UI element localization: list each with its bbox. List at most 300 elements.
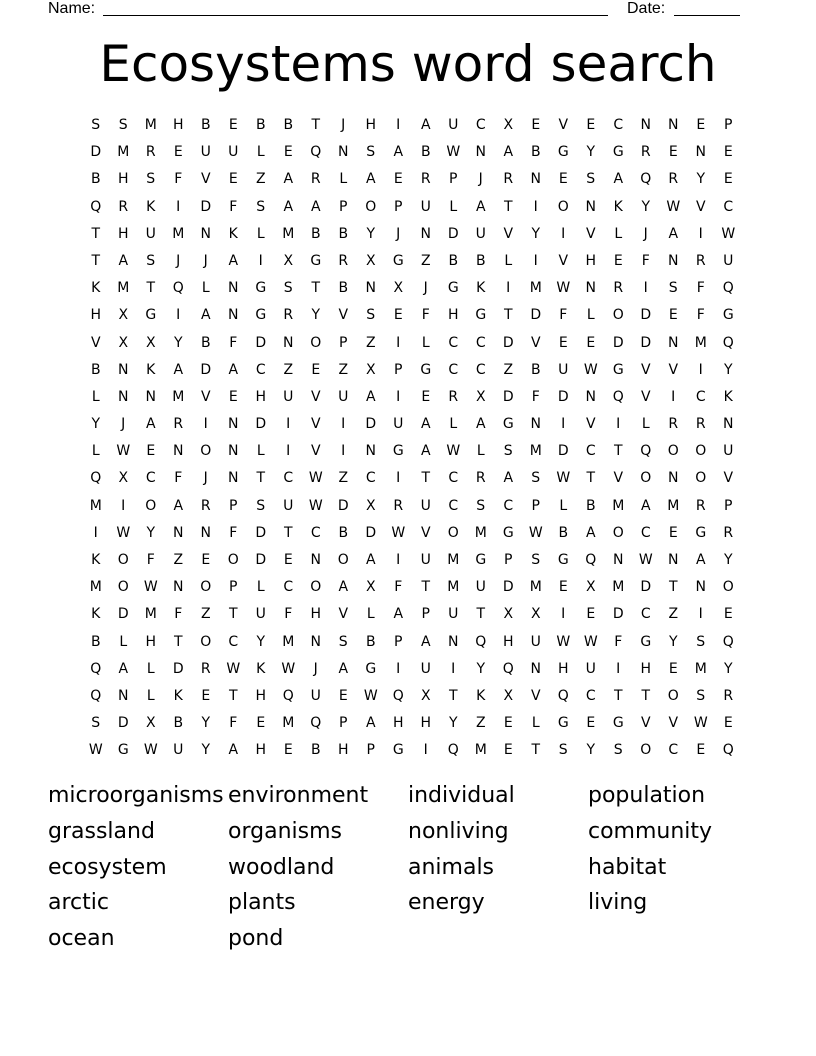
grid-letter[interactable]: N xyxy=(668,334,679,351)
grid-letter[interactable]: W xyxy=(638,552,653,568)
grid-letter[interactable]: L xyxy=(146,687,155,704)
grid-letter[interactable]: U xyxy=(723,443,734,460)
grid-letter[interactable]: V xyxy=(530,334,541,351)
grid-letter[interactable]: B xyxy=(585,497,596,514)
grid-letter[interactable]: W xyxy=(226,660,241,677)
grid-letter[interactable]: E xyxy=(393,307,403,324)
grid-letter[interactable]: D xyxy=(502,388,514,405)
grid-letter[interactable]: N xyxy=(228,470,239,487)
grid-letter[interactable]: N xyxy=(310,633,321,650)
grid-letter[interactable]: E xyxy=(228,171,238,188)
grid-letter[interactable]: A xyxy=(338,660,349,677)
grid-letter[interactable]: H xyxy=(447,307,459,324)
grid-letter[interactable]: E xyxy=(723,171,733,188)
grid-letter[interactable]: U xyxy=(338,388,349,405)
grid-letter[interactable]: E xyxy=(586,606,596,623)
grid-letter[interactable]: Z xyxy=(475,715,486,732)
grid-letter[interactable]: G xyxy=(612,144,624,161)
grid-letter[interactable]: K xyxy=(256,660,266,677)
grid-letter[interactable]: R xyxy=(640,144,651,161)
grid-letter[interactable]: K xyxy=(613,198,623,215)
grid-letter[interactable]: H xyxy=(310,606,322,623)
grid-letter[interactable]: P xyxy=(366,742,375,759)
grid-letter[interactable]: Z xyxy=(173,552,184,568)
grid-letter[interactable]: N xyxy=(640,117,651,133)
grid-letter[interactable]: N xyxy=(613,552,624,568)
grid-letter[interactable]: S xyxy=(531,470,541,487)
grid-letter[interactable]: L xyxy=(91,388,100,405)
grid-letter[interactable]: G xyxy=(392,252,404,269)
grid-letter[interactable]: I xyxy=(286,443,291,460)
grid-letter[interactable]: A xyxy=(475,198,486,215)
grid-letter[interactable]: P xyxy=(339,198,348,215)
grid-letter[interactable]: T xyxy=(421,470,431,487)
grid-letter[interactable]: H xyxy=(337,742,349,759)
grid-letter[interactable]: U xyxy=(228,144,239,161)
grid-letter[interactable]: X xyxy=(503,606,514,623)
grid-letter[interactable]: F xyxy=(559,307,568,324)
grid-letter[interactable]: E xyxy=(393,171,403,188)
grid-letter[interactable]: H xyxy=(255,687,267,704)
grid-letter[interactable]: R xyxy=(503,171,514,188)
grid-letter[interactable]: A xyxy=(200,307,211,324)
grid-letter[interactable]: D xyxy=(502,334,514,351)
grid-letter[interactable]: S xyxy=(586,171,596,188)
grid-letter[interactable]: J xyxy=(341,117,346,133)
grid-letter[interactable]: A xyxy=(283,171,294,188)
grid-letter[interactable]: S xyxy=(366,144,376,161)
grid-letter[interactable]: J xyxy=(643,225,648,242)
grid-letter[interactable]: O xyxy=(310,579,322,596)
grid-letter[interactable]: A xyxy=(118,660,129,677)
grid-letter[interactable]: A xyxy=(420,443,431,460)
grid-letter[interactable]: I xyxy=(561,416,566,433)
grid-letter[interactable]: Y xyxy=(256,633,266,650)
grid-letter[interactable]: H xyxy=(90,307,102,324)
grid-letter[interactable]: V xyxy=(668,715,679,732)
grid-letter[interactable]: A xyxy=(393,606,404,623)
grid-letter[interactable]: V xyxy=(200,171,211,188)
grid-letter[interactable]: R xyxy=(475,470,486,487)
grid-letter[interactable]: F xyxy=(696,280,705,297)
grid-letter[interactable]: Y xyxy=(586,742,596,759)
grid-letter[interactable]: E xyxy=(311,361,321,378)
grid-letter[interactable]: N xyxy=(530,171,541,188)
grid-letter[interactable]: M xyxy=(447,579,460,596)
grid-letter[interactable]: V xyxy=(640,715,651,732)
grid-letter[interactable]: X xyxy=(118,334,129,351)
grid-letter[interactable]: T xyxy=(613,687,623,704)
grid-letter[interactable]: L xyxy=(146,660,155,677)
grid-letter[interactable]: S xyxy=(91,117,101,133)
grid-letter[interactable]: P xyxy=(339,715,348,732)
grid-letter[interactable]: E xyxy=(668,660,678,677)
grid-letter[interactable]: B xyxy=(475,252,486,269)
grid-letter[interactable]: Q xyxy=(640,443,652,460)
grid-letter[interactable]: A xyxy=(365,388,376,405)
grid-letter[interactable]: P xyxy=(504,552,513,568)
grid-letter[interactable]: V xyxy=(558,252,569,269)
grid-letter[interactable]: F xyxy=(146,552,155,568)
grid-letter[interactable]: V xyxy=(585,225,596,242)
grid-letter[interactable]: G xyxy=(557,715,569,732)
grid-letter[interactable]: E xyxy=(696,117,706,133)
grid-letter[interactable]: U xyxy=(475,225,486,242)
grid-letter[interactable]: H xyxy=(255,742,267,759)
grid-letter[interactable]: S xyxy=(256,497,266,514)
grid-letter[interactable]: L xyxy=(366,606,375,623)
grid-letter[interactable]: K xyxy=(91,280,101,297)
grid-letter[interactable]: Q xyxy=(722,742,734,759)
grid-letter[interactable]: M xyxy=(529,443,542,460)
grid-letter[interactable]: R xyxy=(613,280,624,297)
grid-letter[interactable]: J xyxy=(396,225,401,242)
grid-letter[interactable]: Q xyxy=(640,171,652,188)
grid-letter[interactable]: K xyxy=(476,687,486,704)
grid-letter[interactable]: Y xyxy=(531,225,541,242)
grid-letter[interactable]: D xyxy=(117,606,129,623)
grid-letter[interactable]: M xyxy=(282,715,295,732)
grid-letter[interactable]: A xyxy=(228,742,239,759)
grid-letter[interactable]: H xyxy=(557,660,569,677)
grid-letter[interactable]: M xyxy=(474,742,487,759)
grid-letter[interactable]: T xyxy=(531,742,541,759)
grid-letter[interactable]: X xyxy=(145,715,156,732)
grid-letter[interactable]: A xyxy=(503,144,514,161)
grid-letter[interactable]: X xyxy=(475,388,486,405)
grid-letter[interactable]: O xyxy=(200,443,212,460)
grid-letter[interactable]: A xyxy=(338,579,349,596)
grid-letter[interactable]: E xyxy=(503,715,513,732)
grid-letter[interactable]: U xyxy=(585,660,596,677)
grid-letter[interactable]: A xyxy=(365,715,376,732)
grid-letter[interactable]: X xyxy=(393,280,404,297)
grid-letter[interactable]: L xyxy=(449,416,458,433)
grid-letter[interactable]: D xyxy=(640,334,652,351)
grid-letter[interactable]: G xyxy=(420,361,432,378)
grid-letter[interactable]: B xyxy=(90,171,101,188)
grid-letter[interactable]: I xyxy=(561,606,566,623)
grid-letter[interactable]: N xyxy=(585,198,596,215)
grid-letter[interactable]: Q xyxy=(310,144,322,161)
grid-letter[interactable]: E xyxy=(228,117,238,133)
grid-letter[interactable]: Z xyxy=(255,171,266,188)
grid-letter[interactable]: S xyxy=(613,742,623,759)
grid-letter[interactable]: V xyxy=(668,361,679,378)
grid-letter[interactable]: O xyxy=(695,443,707,460)
grid-letter[interactable]: X xyxy=(365,579,376,596)
grid-letter[interactable]: W xyxy=(666,198,681,215)
grid-letter[interactable]: T xyxy=(228,606,238,623)
grid-letter[interactable]: D xyxy=(365,416,377,433)
grid-letter[interactable]: H xyxy=(420,715,432,732)
grid-letter[interactable]: A xyxy=(228,361,239,378)
grid-letter[interactable]: B xyxy=(200,117,211,133)
grid-letter[interactable]: S xyxy=(503,443,513,460)
grid-letter[interactable]: L xyxy=(559,497,568,514)
grid-letter[interactable]: C xyxy=(283,470,294,487)
grid-letter[interactable]: N xyxy=(585,280,596,297)
grid-letter[interactable]: M xyxy=(172,225,185,242)
grid-letter[interactable]: I xyxy=(396,388,401,405)
grid-letter[interactable]: T xyxy=(173,633,183,650)
grid-letter[interactable]: H xyxy=(392,715,404,732)
grid-letter[interactable]: S xyxy=(366,307,376,324)
grid-letter[interactable]: M xyxy=(117,280,130,297)
grid-letter[interactable]: C xyxy=(585,443,596,460)
grid-letter[interactable]: B xyxy=(365,633,376,650)
grid-letter[interactable]: C xyxy=(475,117,486,133)
grid-letter[interactable]: P xyxy=(339,334,348,351)
grid-letter[interactable]: C xyxy=(448,361,459,378)
grid-letter[interactable]: G xyxy=(365,660,377,677)
grid-letter[interactable]: D xyxy=(200,198,212,215)
grid-letter[interactable]: U xyxy=(448,117,459,133)
grid-letter[interactable]: N xyxy=(585,388,596,405)
grid-letter[interactable]: Q xyxy=(502,660,514,677)
grid-letter[interactable]: N xyxy=(200,524,211,541)
grid-letter[interactable]: I xyxy=(451,660,456,677)
grid-letter[interactable]: N xyxy=(668,470,679,487)
grid-letter[interactable]: I xyxy=(533,252,538,269)
grid-letter[interactable]: N xyxy=(420,225,431,242)
grid-letter[interactable]: K xyxy=(723,388,733,405)
grid-letter[interactable]: Y xyxy=(476,660,486,677)
grid-letter[interactable]: O xyxy=(200,579,212,596)
grid-letter[interactable]: T xyxy=(448,687,458,704)
grid-letter[interactable]: F xyxy=(174,171,183,188)
grid-letter[interactable]: E xyxy=(696,742,706,759)
grid-letter[interactable]: A xyxy=(668,225,679,242)
grid-letter[interactable]: D xyxy=(255,552,267,568)
grid-letter[interactable]: S xyxy=(256,198,266,215)
grid-letter[interactable]: O xyxy=(667,443,679,460)
grid-letter[interactable]: M xyxy=(117,144,130,161)
grid-letter[interactable]: S xyxy=(696,633,706,650)
grid-letter[interactable]: G xyxy=(640,633,652,650)
grid-letter[interactable]: Q xyxy=(90,198,102,215)
grid-letter[interactable]: S xyxy=(558,742,568,759)
grid-letter[interactable]: C xyxy=(448,470,459,487)
grid-letter[interactable]: C xyxy=(640,606,651,623)
grid-letter[interactable]: E xyxy=(586,715,596,732)
grid-letter[interactable]: N xyxy=(448,633,459,650)
grid-letter[interactable]: L xyxy=(531,715,540,732)
grid-letter[interactable]: B xyxy=(338,280,349,297)
grid-letter[interactable]: U xyxy=(283,388,294,405)
grid-letter[interactable]: T xyxy=(311,280,321,297)
grid-letter[interactable]: L xyxy=(476,443,485,460)
grid-letter[interactable]: U xyxy=(283,497,294,514)
grid-letter[interactable]: U xyxy=(200,144,211,161)
grid-letter[interactable]: Z xyxy=(365,334,376,351)
grid-letter[interactable]: B xyxy=(200,334,211,351)
grid-letter[interactable]: P xyxy=(421,606,430,623)
grid-letter[interactable]: N xyxy=(338,144,349,161)
grid-letter[interactable]: I xyxy=(616,416,621,433)
grid-letter[interactable]: R xyxy=(695,416,706,433)
grid-letter[interactable]: M xyxy=(89,497,102,514)
grid-letter[interactable]: C xyxy=(503,497,514,514)
grid-letter[interactable]: W xyxy=(583,633,598,650)
grid-letter[interactable]: A xyxy=(283,198,294,215)
grid-letter[interactable]: U xyxy=(420,198,431,215)
grid-letter[interactable]: Z xyxy=(668,606,679,623)
grid-letter[interactable]: E xyxy=(228,388,238,405)
grid-letter[interactable]: B xyxy=(90,361,101,378)
grid-letter[interactable]: E xyxy=(531,117,541,133)
grid-letter[interactable]: N xyxy=(200,225,211,242)
grid-letter[interactable]: E xyxy=(283,552,293,568)
grid-letter[interactable]: L xyxy=(421,334,430,351)
grid-letter[interactable]: D xyxy=(447,225,459,242)
grid-letter[interactable]: L xyxy=(201,280,210,297)
grid-letter[interactable]: D xyxy=(90,144,102,161)
grid-letter[interactable]: G xyxy=(255,280,267,297)
grid-letter[interactable]: J xyxy=(313,660,318,677)
grid-letter[interactable]: U xyxy=(173,742,184,759)
grid-letter[interactable]: G xyxy=(392,742,404,759)
grid-letter[interactable]: F xyxy=(531,388,540,405)
grid-letter[interactable]: E xyxy=(146,443,156,460)
grid-letter[interactable]: B xyxy=(530,144,541,161)
grid-letter[interactable]: O xyxy=(640,470,652,487)
grid-letter[interactable]: I xyxy=(203,416,208,433)
grid-letter[interactable]: L xyxy=(449,198,458,215)
grid-letter[interactable]: A xyxy=(503,470,514,487)
grid-letter[interactable]: I xyxy=(341,443,346,460)
grid-letter[interactable]: I xyxy=(396,660,401,677)
grid-letter[interactable]: T xyxy=(91,252,101,269)
grid-letter[interactable]: I xyxy=(286,416,291,433)
grid-letter[interactable]: T xyxy=(228,687,238,704)
grid-letter[interactable]: R xyxy=(448,388,459,405)
grid-letter[interactable]: Y xyxy=(201,742,211,759)
grid-letter[interactable]: E xyxy=(256,715,266,732)
grid-letter[interactable]: P xyxy=(394,633,403,650)
grid-letter[interactable]: H xyxy=(117,225,129,242)
grid-letter[interactable]: M xyxy=(282,633,295,650)
grid-letter[interactable]: T xyxy=(503,198,513,215)
grid-letter[interactable]: V xyxy=(585,416,596,433)
grid-letter[interactable]: I xyxy=(396,470,401,487)
grid-letter[interactable]: D xyxy=(117,715,129,732)
grid-letter[interactable]: U xyxy=(420,660,431,677)
grid-letter[interactable]: G xyxy=(475,307,487,324)
grid-letter[interactable]: H xyxy=(255,388,267,405)
grid-letter[interactable]: U xyxy=(420,552,431,568)
grid-letter[interactable]: J xyxy=(121,416,126,433)
grid-letter[interactable]: Y xyxy=(201,715,211,732)
grid-letter[interactable]: N xyxy=(173,524,184,541)
grid-letter[interactable]: L xyxy=(119,633,128,650)
grid-letter[interactable]: E xyxy=(338,687,348,704)
grid-letter[interactable]: I xyxy=(643,280,648,297)
grid-letter[interactable]: A xyxy=(393,144,404,161)
grid-letter[interactable]: M xyxy=(172,388,185,405)
grid-letter[interactable]: P xyxy=(531,497,540,514)
grid-letter[interactable]: N xyxy=(283,334,294,351)
grid-letter[interactable]: S xyxy=(476,497,486,514)
grid-letter[interactable]: V xyxy=(90,334,101,351)
grid-letter[interactable]: J xyxy=(203,252,208,269)
grid-letter[interactable]: C xyxy=(228,633,239,650)
grid-letter[interactable]: N xyxy=(228,443,239,460)
grid-letter[interactable]: Z xyxy=(338,361,349,378)
grid-letter[interactable]: M xyxy=(282,225,295,242)
grid-letter[interactable]: M xyxy=(612,497,625,514)
grid-letter[interactable]: C xyxy=(283,579,294,596)
grid-letter[interactable]: X xyxy=(420,687,431,704)
grid-letter[interactable]: A xyxy=(585,524,596,541)
grid-letter[interactable]: F xyxy=(421,307,430,324)
grid-letter[interactable]: V xyxy=(503,225,514,242)
grid-letter[interactable]: W xyxy=(556,633,571,650)
grid-letter[interactable]: O xyxy=(310,334,322,351)
grid-letter[interactable]: F xyxy=(696,307,705,324)
grid-letter[interactable]: P xyxy=(394,361,403,378)
grid-letter[interactable]: E xyxy=(558,171,568,188)
grid-letter[interactable]: K xyxy=(146,361,156,378)
grid-letter[interactable]: X xyxy=(365,361,376,378)
grid-letter[interactable]: A xyxy=(420,416,431,433)
grid-letter[interactable]: W xyxy=(528,524,543,541)
grid-letter[interactable]: P xyxy=(449,171,458,188)
grid-letter[interactable]: Y xyxy=(366,225,376,242)
grid-letter[interactable]: P xyxy=(724,117,733,133)
grid-letter[interactable]: P xyxy=(394,198,403,215)
grid-letter[interactable]: D xyxy=(557,443,569,460)
grid-letter[interactable]: I xyxy=(93,524,98,541)
grid-letter[interactable]: K xyxy=(91,552,101,568)
grid-letter[interactable]: Z xyxy=(283,361,294,378)
grid-letter[interactable]: L xyxy=(504,252,513,269)
grid-letter[interactable]: G xyxy=(392,443,404,460)
grid-letter[interactable]: A xyxy=(365,552,376,568)
grid-letter[interactable]: Z xyxy=(200,606,211,623)
grid-letter[interactable]: W xyxy=(308,497,323,514)
grid-letter[interactable]: U xyxy=(558,361,569,378)
grid-letter[interactable]: H xyxy=(502,633,514,650)
grid-letter[interactable]: N xyxy=(145,388,156,405)
grid-letter[interactable]: K xyxy=(173,687,183,704)
grid-letter[interactable]: E xyxy=(723,715,733,732)
grid-letter[interactable]: N xyxy=(118,361,129,378)
grid-letter[interactable]: V xyxy=(338,307,349,324)
grid-letter[interactable]: X xyxy=(365,497,376,514)
grid-letter[interactable]: Q xyxy=(722,334,734,351)
grid-letter[interactable]: R xyxy=(695,497,706,514)
grid-letter[interactable]: B xyxy=(448,252,459,269)
grid-letter[interactable]: V xyxy=(310,388,321,405)
grid-letter[interactable]: I xyxy=(341,416,346,433)
grid-letter[interactable]: Q xyxy=(282,687,294,704)
grid-letter[interactable]: X xyxy=(503,117,514,133)
grid-letter[interactable]: T xyxy=(586,470,596,487)
grid-letter[interactable]: N xyxy=(723,416,734,433)
grid-letter[interactable]: N xyxy=(668,117,679,133)
grid-letter[interactable]: S xyxy=(91,715,101,732)
grid-letter[interactable]: Y xyxy=(723,660,733,677)
grid-letter[interactable]: E xyxy=(173,144,183,161)
grid-letter[interactable]: F xyxy=(229,198,238,215)
grid-letter[interactable]: R xyxy=(695,252,706,269)
grid-letter[interactable]: N xyxy=(173,443,184,460)
grid-letter[interactable]: O xyxy=(227,552,239,568)
grid-letter[interactable]: W xyxy=(391,524,406,541)
grid-letter[interactable]: W xyxy=(116,443,131,460)
grid-letter[interactable]: O xyxy=(337,552,349,568)
